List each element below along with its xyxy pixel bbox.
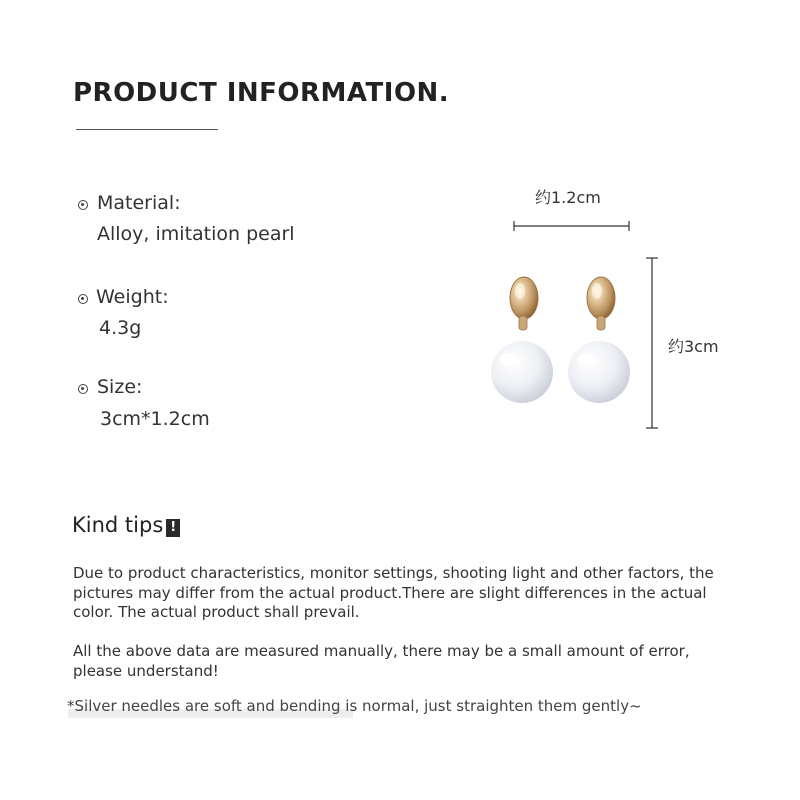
material-label: Material:	[97, 192, 181, 214]
tips-paragraph-measurement-note: All the above data are measured manually, there may be a small amount of error, please understand!	[73, 642, 690, 680]
footnote: *Silver needles are soft and bending is normal, just straighten them gently~	[67, 697, 642, 715]
right-earring	[568, 277, 630, 403]
tips-paragraph-color-note: Due to product characteristics, monitor settings, shooting light and other factors, the pictures may differ from the actual product.There are slight differences in the actual color. The actual product shall prevail.	[73, 564, 714, 621]
title-underline	[76, 129, 218, 130]
alert-icon: !	[166, 519, 180, 537]
bullet-icon	[78, 384, 88, 394]
left-earring	[491, 277, 553, 403]
height-dimension-label: 约3cm	[668, 337, 719, 356]
size-value: 3cm*1.2cm	[100, 408, 210, 430]
weight-label: Weight:	[96, 286, 169, 308]
kind-tips-title: Kind tips	[72, 513, 164, 537]
width-dimension-label: 约1.2cm	[535, 188, 601, 207]
page-title: PRODUCT INFORMATION.	[73, 78, 450, 108]
height-measure-line	[646, 258, 658, 428]
bullet-icon	[78, 294, 88, 304]
weight-value: 4.3g	[99, 317, 142, 339]
size-label: Size:	[97, 376, 143, 398]
kind-tips-heading	[72, 513, 180, 537]
width-measure-line	[514, 221, 629, 231]
material-value: Alloy, imitation pearl	[97, 223, 295, 245]
bullet-icon	[78, 200, 88, 210]
